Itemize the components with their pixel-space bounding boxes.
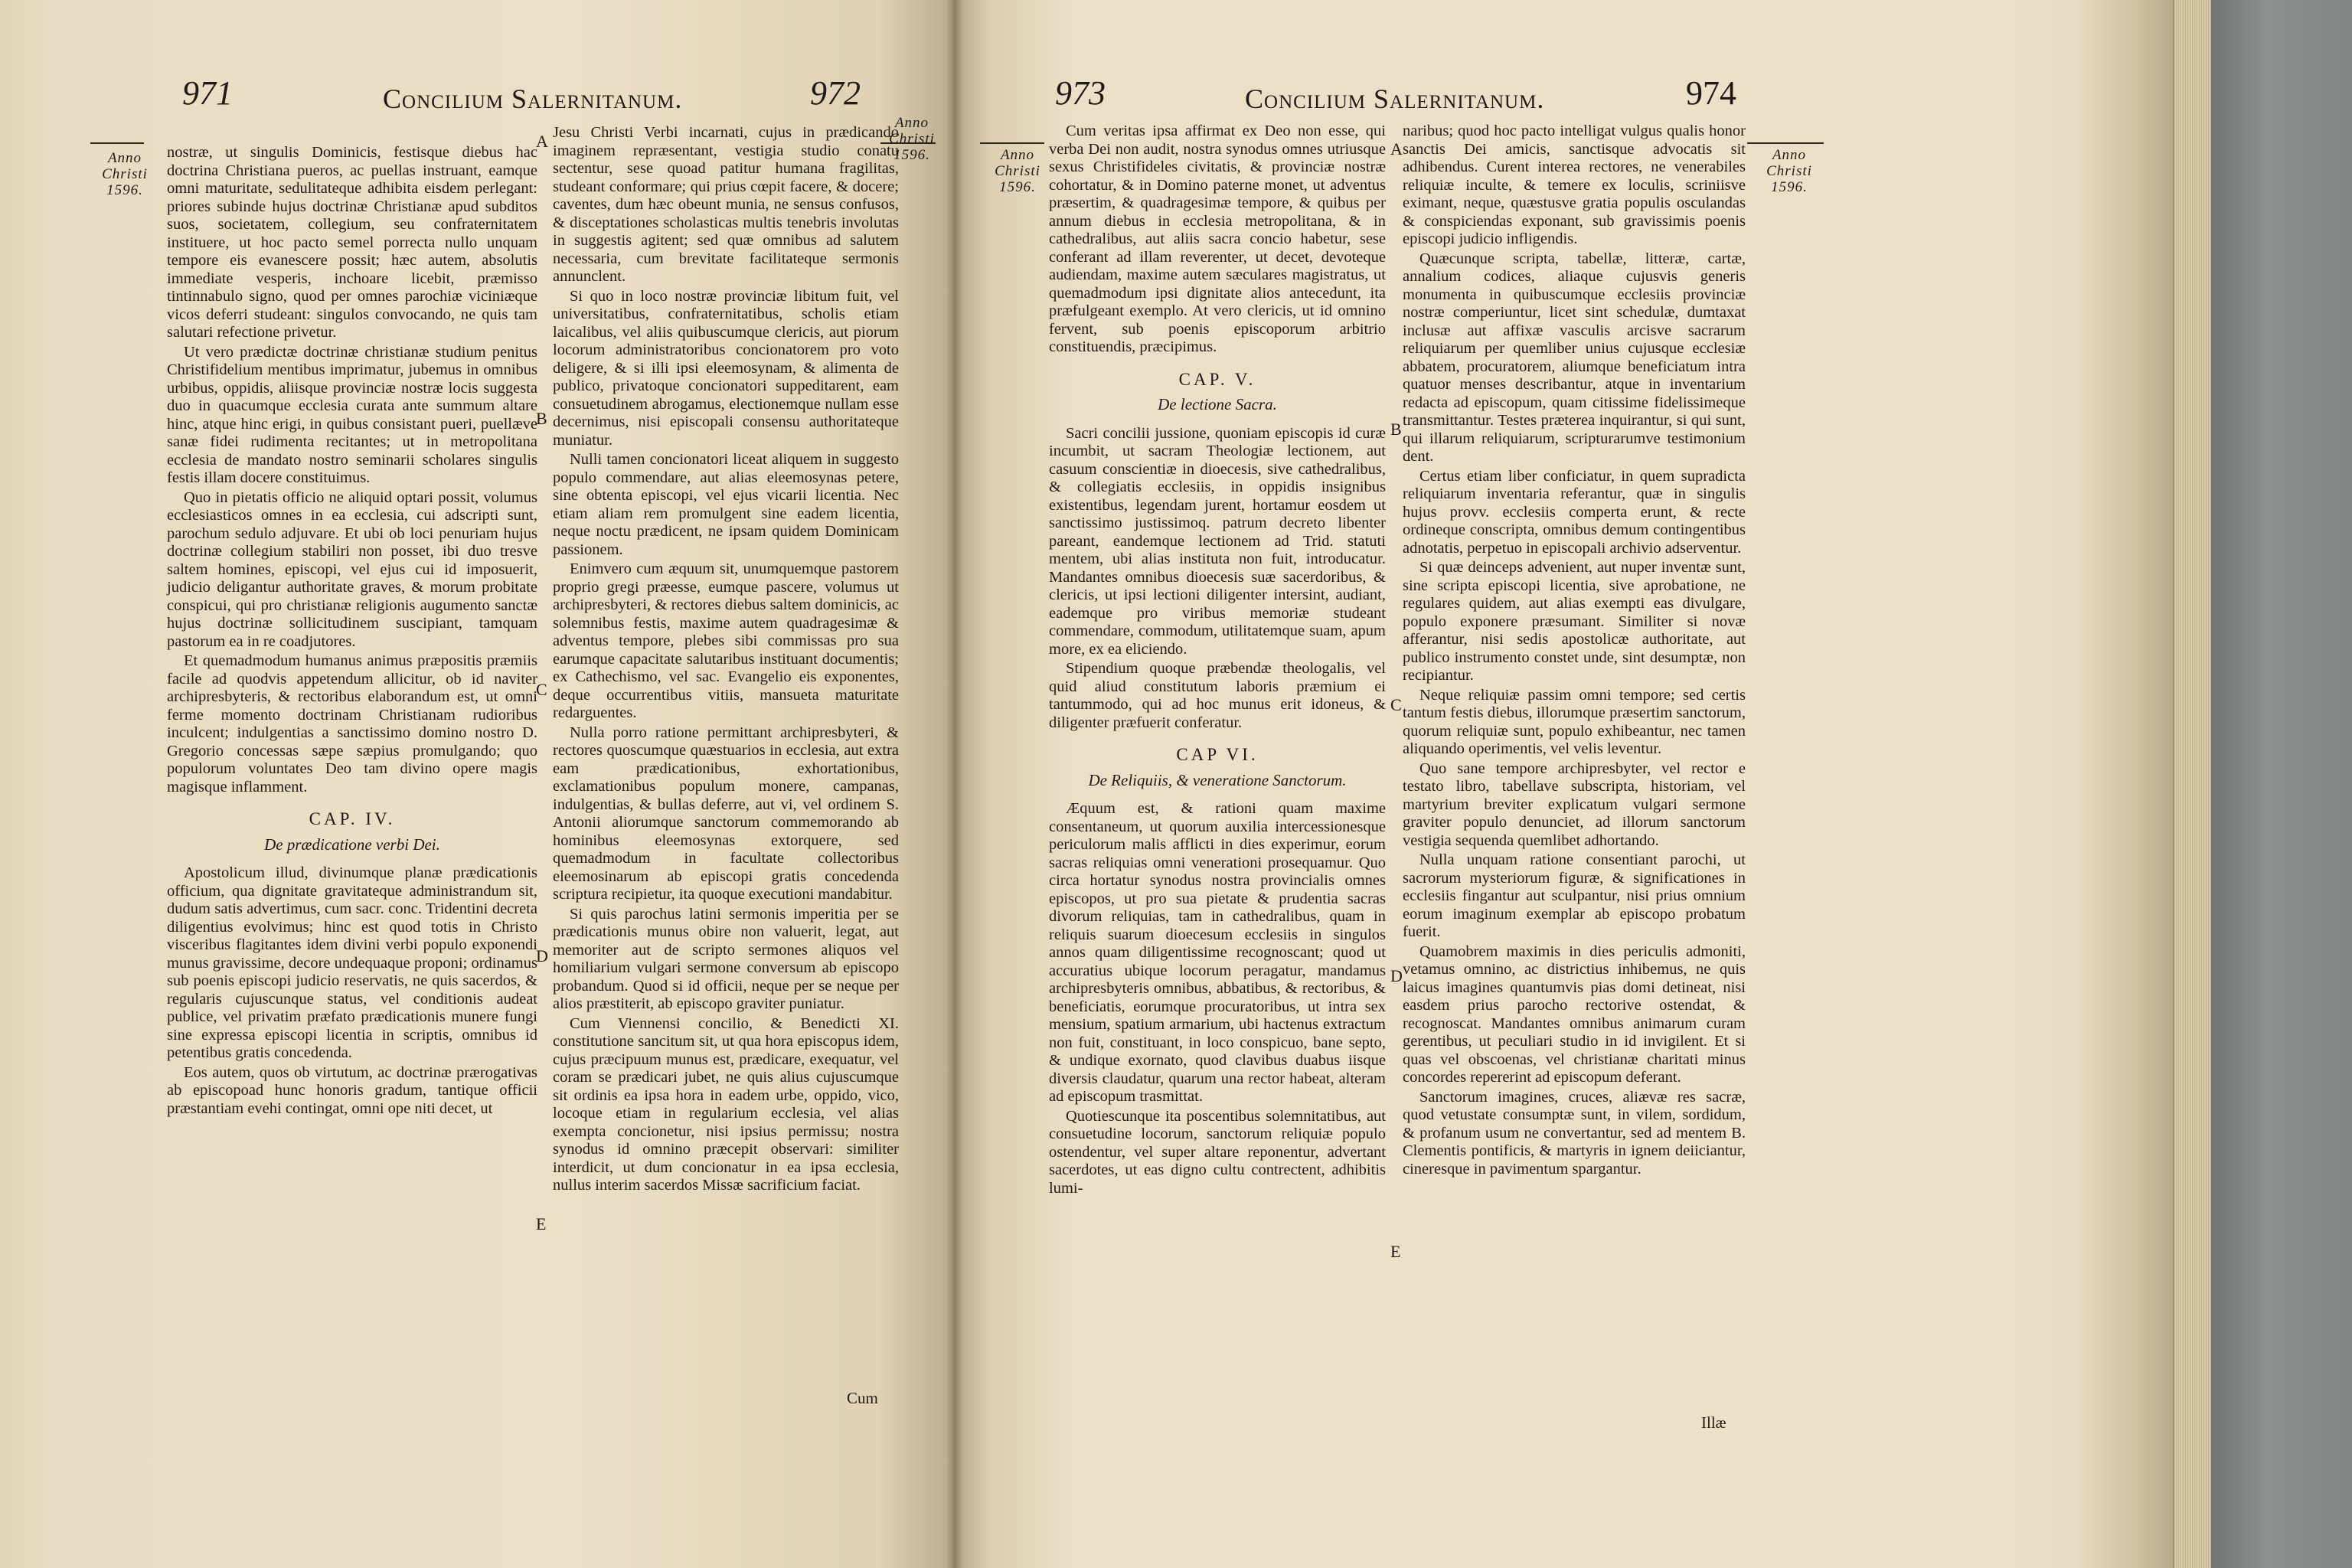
paragraph: Certus etiam liber conficiatur, in quem supradicta reliquiarum inventaria referantur, quæ in singulis hujus provv. ecclesiis comperta erunt, & recte ordineque conscripta, omnibus demum contingentibus adnotatis, perpetuo in episcopali archivio adserventur. [1403, 467, 1746, 557]
anno-christi-margin: Anno Christi 1596. [995, 147, 1040, 195]
text-column-2 [553, 124, 899, 1197]
paragraph: Si quæ deinceps advenient, aut nuper inventæ sunt, sine scripta episcopi licentia, sive aprobatione, ne regulares quidem, aut alias exempti eas divulgare, populo exponere præsumant. Similiter si novæ afferantur, nisi sedis apostolicæ authoritate, aut publico instrumento constet unde, sint desumptæ, non recipiantur. [1403, 559, 1746, 684]
section-marker: B [536, 409, 547, 428]
catchword: Cum [847, 1389, 878, 1407]
paragraph: Jesu Christi Verbi incarnati, cujus in prædicando imaginem repræsentant, vestigia studio conatu sectentur, sese quoad patitur humana fragilitas, studeant conformare; qui prius cœpit facere, & docere; caventes, dum hæc obeunt munia, ne sensus confusos, & disceptationes scholasticas multis tenebris involutas in suggestis agitent; sed quæ omnibus ad salutem necessaria, cum brevitate facilitateque sermonis annunclent. [553, 124, 899, 285]
page-number-973: 973 [1055, 74, 1106, 112]
running-head: Concilium Salernitanum. [383, 83, 683, 114]
section-marker: D [1390, 966, 1403, 985]
paragraph: Sanctorum imagines, cruces, aliævæ res sacræ, quod vetustate consumptæ sunt, in vilem, sordidum, & profanum usum ne convertantur, sed ad mentem B. Clementis pontificis, & martyris in ignem deiiciantur, cineresque in pavimentum spargantur. [1403, 1088, 1746, 1178]
paragraph: Æquum est, & rationi quam maxime consentaneum, ut quorum auxilia intercessionesque periculorum malis afflicti in dies experimur, eorum sacras reliquias omni venerationi prosequamur. Quo circa hortatur synodus nostra provincialis omnes episcopos, ut pro sua pietate & prudentia sacras divorum reliquias, tam in cathedralibus, quam in reliquis suarum dioecesum ecclesiis in singulos annos quam diligentissime recognoscant; quod ut accuratius ubique locorum peragatur, mandamus archipresbyteris omnibus, abbatibus, & rectoribus, & beneficiatis, eorumque procuratoribus, ut intra sex mensium, spatium armarium, ubi hactenus extractum non fuit, constituant, in loco conspicuo, bane septo, & undique exornato, quod clavibus duabus iisque diversis claudatur, quarum una rector habeat, alteram ad episcopum trasmittat. [1049, 800, 1386, 1105]
chapter-title: De lectione Sacra. [1158, 395, 1277, 413]
section-marker: A [1390, 139, 1403, 158]
section-marker: A [536, 132, 548, 151]
chapter-heading: CAP. V. [1178, 369, 1256, 389]
header-rule [980, 142, 1044, 144]
paragraph: Stipendium quoque præbendæ theologalis, vel quid aliud constitutum laboris præmium ei tantummodo, qui ad hoc munus erit idoneus, & diligenter præfuerit conferatur. [1049, 660, 1386, 731]
paragraph: Neque reliquiæ passim omni tempore; sed certis tantum festis diebus, illorumque præsertim sanctorum, quorum reliquiæ sunt, populo exhibeantur, nec tamen aliquando operimentis, vel velis leventur. [1403, 686, 1746, 757]
paragraph: Et quemadmodum humanus animus præpositis præmiis facile ad quodvis appetendum allicitur, ob id naviter archipresbyteris, & rectoribus elaborandum est, ut omni ferme momento doctrinam Christianam rudioribus inculcent; indulgentias a sanctissimo domino nostro D. Gregorio concessas sæpe sæpius promulgando; quo populorum voluntates Deo tam divino opere magis magisque inflamment. [167, 652, 537, 795]
page-edges [2173, 0, 2213, 1568]
anno-christi-margin: Anno Christi 1596. [889, 115, 935, 163]
section-marker: C [536, 680, 547, 699]
paragraph: Quotiescunque ita poscentibus solemnitatibus, aut consuetudine locorum, sanctorum reliquiæ populo ostendentur, vel super altare reponentur, advertant sacerdotes, ut eas digno cultu contrectent, adhibitis lumi- [1049, 1107, 1386, 1197]
page-number-974: 974 [1686, 74, 1736, 112]
left-page [0, 0, 954, 1568]
paragraph: Cum veritas ipsa affirmat ex Deo non esse, qui verba Dei non audit, nostra synodus omnes utriusque sexus Christifideles civitatis, & provinciæ nostræ cohortatur, & in Domino paterne monet, ut adventus præsertim, & quadragesimæ tempore, & quibus per annum diebus in ecclesia metropolitana, & in cathedralibus, aut aliis sacra concio habetur, sese conferant ad illam reverenter, ut decet, devoteque audiendam, maxime autem sæculares magistratus, ut quemadmodum ipsi dignitate alios antecedunt, ita præfulgeant exemplo. At vero clericis, ut id omnino fervent, sub poenis episcoporum arbitrio constituendis, præcipimus. [1049, 122, 1386, 355]
paragraph: Si quis parochus latini sermonis imperitia per se prædicationis munus obire non valuerit, legat, aut memoriter aut de scripto sermones aliquos vel homiliarium vulgari sermone conversum ab episcopo probandum. Quod si id officii, neque per se neque per alios præstiterit, ab episcopo graviter puniatur. [553, 905, 899, 1012]
chapter-title: De prædicatione verbi Dei. [264, 835, 440, 854]
anno-christi-margin: Anno Christi 1596. [102, 150, 148, 198]
paragraph: Enimvero cum æquum sit, unumquemque pastorem proprio gregi præesse, eumque pascere, volumus ut archipresbyteri, & rectores diebus saltem dominicis, ac solemnibus festis, maxime autem quadragesimæ & adventus tempore, plebes sibi commissas pro sua earumque capacitate salutaribus instituant documentis; ex Cathechismo, vel sac. Evangelio eis exponentes, deque occurrentibus vitiis, mansueta maturitate redarguentes. [553, 560, 899, 721]
anno-christi-margin: Anno Christi 1596. [1766, 147, 1812, 195]
text-column-1 [1049, 122, 1386, 1199]
header-rule [1747, 142, 1824, 144]
page-number-972: 972 [810, 74, 861, 112]
paragraph: Nulli tamen concionatori liceat aliquem in suggesto populo commendare, aut alias eleemosynas petere, sine obtenta episcopi, vel ejus vicarii licentia. Nec etiam aliam rem promulgent sine eadem licentia, neque noctu prædicent, ne ipsam quidem Dominicam passionem. [553, 451, 899, 558]
chapter-heading: CAP VI. [1176, 745, 1259, 764]
section-marker: E [1390, 1242, 1401, 1261]
section-marker: D [536, 946, 548, 965]
paragraph: Eos autem, quos ob virtutum, ac doctrinæ prærogativas ab episcopoad hunc honoris gradum, tantique officii præstantiam evehi contingat, omni ope niti decet, ut [167, 1063, 537, 1117]
right-page [954, 0, 2173, 1568]
paragraph: Ut vero prædictæ doctrinæ christianæ studium penitus Christifidelium mentibus imprimatur, jubemus in omnibus urbibus, oppidis, aliisque provinciæ nostræ locis suggesta duo in quacumque ecclesia curata ante summum altare hinc, atque hinc erigi, in quibus consistant pueri, puellæve sanæ fidei rudimenta recitantes; ut in metropolitana ecclesia de mandato nostro seminarii scholares singulis festis illam docere constituimus. [167, 343, 537, 486]
paragraph: Quamobrem maximis in dies periculis admoniti, vetamus omnino, ac districtius inhibemus, ne quis laicus imagines quantumvis pias domi detineat, nisi easdem prius parocho rectorive ostendat, & recognoscat. Mandantes omnibus animarum curam gerentibus, ut peculiari studio in id invigilent. Et si quas vel obscoenas, vel christianæ charitati minus concordes repererint ad episcopum deferant. [1403, 942, 1746, 1086]
running-head: Concilium Salernitanum. [1245, 83, 1545, 114]
paragraph: Si quo in loco nostræ provinciæ libitum fuit, vel universitatibus, confraternitatibus, scholis etiam laicalibus, vel aliis quibuscumque clericis, aut piorum locorum administratoribus concionatorem pro voto deligere, & si illi ipsi eleemosynam, & alimenta de publico, privatoque concionatori suppeditarent, eam consuetudinem abrogamus, electionemque nullam esse decernimus, nisi episcopali consensu authoritateque muniatur. [553, 287, 899, 449]
paragraph: Nulla unquam ratione consentiant parochi, ut sacrorum mysteriorum figuræ, & significationes in ecclesiis fingantur aut sculpantur, nisi prius omnium eorum imaginum exemplar ab episcopo probatum fuerit. [1403, 851, 1746, 940]
chapter-title: De Reliquiis, & veneratione Sanctorum. [1088, 770, 1347, 789]
section-marker: E [536, 1214, 547, 1233]
paragraph: Nulla porro ratione permittant archipresbyteri, & rectores quoscumque quæstuarios in ecclesia, aut extra eam prædicationibus, exhortationibus, exclamationibus populum monere, campanas, indulgentias, & bullas deferre, aut vi, vel ordinem S. Antonii aliorumque sanctorum commemorando ab hominibus eleemosynas extorquere, sed quemadmodum in facultate collectoribus eleemosinarum ab episcopi gratis concedenda scriptura recipietur, ita quoque executioni mandabitur. [553, 724, 899, 903]
paragraph: Cum Viennensi concilio, & Benedicti XI. constitutione sancitum sit, ut qua hora episcopus idem, cujus præcipuum munus est, prædicare, exequatur, vel coram se prædicari jubet, ne quis alius cujuscumque sit ordinis ea ipsa hora in eadem urbe, oppido, vico, locoque etiam in regularium ecclesia, vel alias exempta concionetur, nisi ipsius permissu; nostra synodus id omnino præcepit observari: similiter interdicit, ut dum concionatur in ea ipsa ecclesia, nullus interim sacerdos Missæ sacrificium faciat. [553, 1014, 899, 1194]
text-column-2 [1403, 122, 1746, 1180]
chapter-heading: CAP. IV. [309, 809, 396, 828]
paragraph: Sacri concilii jussione, quoniam episcopis id curæ incumbit, ut sacram Theologiæ lectionem, aut casuum conscientiæ in dioecesis, sive cathedralibus, & collegiatis ecclesiis, in oppidis insignibus existentibus, legendam jurent, hortamur eosdem ut sanctissimo justissimoq. patrum decreto libenter pareant, eandemque lectionem ad Trid. statuti mentem, ubi alias instituta non fuit, introducatur. Mandantes omnibus dioecesis suæ sacerdoribus, & clericis, ut ipsi lectioni diligenter intersint, audiant, eademque pro viribus memoriæ studeant commendare, commodum, utilitatemque suam, apum more, ex ea eliciendo. [1049, 424, 1386, 658]
header-rule [90, 142, 144, 144]
paragraph: Apostolicum illud, divinumque planæ prædicationis officium, qua dignitate gravitateque administrandum sit, dudum satis advertimus, cum sacr. conc. Tridentini decreta diligentius evolvimus; hinc est quod totis in Christo visceribus flagitantes idem divini verbi populo exponendi munus gravissime, decore undequaque proponi; ordinamus sub poenis episcopi judicio reservatis, ne quis sacerdos, & regularis cujuscunque status, vel conditionis audeat publice, vel privatim præfato prædicationis munere fungi sine expressa episcopi licentia in scriptis, omnibus id petentibus gratis concedenda. [167, 864, 537, 1061]
section-marker: C [1390, 695, 1402, 714]
paragraph: naribus; quod hoc pacto intelligat vulgus qualis honor sanctis Dei amicis, sanctisque advocatis sit adhibendus. Curent interea rectores, ne venerabiles reliquiæ inculte, & temere ex loculis, scriniisve eximant, neque, quæstusve gratia populis osculandas & conspiciendas exponant, sub gravissimis poenis episcopi judicio infligendis. [1403, 122, 1746, 247]
catchword: Illæ [1701, 1413, 1726, 1432]
book-cover-background [2211, 0, 2352, 1568]
text-column-1 [167, 144, 537, 1119]
section-marker: B [1390, 420, 1402, 439]
paragraph: Quo in pietatis officio ne aliquid optari possit, volumus ecclesiasticos omnes in ea ecclesia, cui adscripti sunt, parochum sedulo adjuvare. Et ubi ob loci penuriam hujus doctrinæ collegium stabiliri non posset, ibi duo tresve saltem homines, episcopi, vel ejus cui id imposuerit, judicio deligantur authoritate graves, & morum probitate conspicui, qui pro christianæ religionis augumento sanctæ hujus doctrinæ sollicitudinem suscipiant, tamquam pastorum ea in re coadjutores. [167, 488, 537, 650]
paragraph: Quæcunque scripta, tabellæ, litteræ, cartæ, annalium codices, aliaque cujusvis generis monumenta in quibuscumque ecclesiis provinciæ nostræ comperiuntur, licet sint schedulæ, dumtaxat inclusæ aut affixæ vasculis arcisve sacrarum reliquiarum per quemliber unius cujusque ecclesiæ abbatem, procuratorem, aliumque beneficiatum intra quatuor menses describantur, atque in inventarium redacta ad episcopum, quam citissime fidelissimeque transmittantur. Testes præterea inquirantur, si qui sunt, qui illarum reliquiarum, scripturarumve testimonium dent. [1403, 250, 1746, 465]
paragraph: nostræ, ut singulis Dominicis, festisque diebus hac doctrina Christiana pueros, ac puellas instruant, eamque omni maturitate, sedulitateque adhibita eisdem perlegant: priores subinde hujus doctrinæ Christianæ apud subditos suos, societatem, collegium, seu confraternitatem instituere, ut hoc pacto semel porrecta nullo unquam tempore eis evanescere possit; hæc autem, absolutis immediate vesperis, inchoare licebit, præmisso tintinnabulo signo, quod per omnes parochiæ viciniæque vicos deferri studeant: singulos convocando, ne quis tam salutari refectione privetur. [167, 144, 537, 341]
book-gutter [946, 0, 963, 1568]
paragraph: Quo sane tempore archipresbyter, vel rector e testato libro, tabellave subscripta, historiam, vel martyrium breviter explicatum vulgari sermone graviter populo denunciet, ad illorum sanctorum vestigia sequenda quemlibet adhortando. [1403, 760, 1746, 849]
page-number-971: 971 [182, 74, 233, 112]
